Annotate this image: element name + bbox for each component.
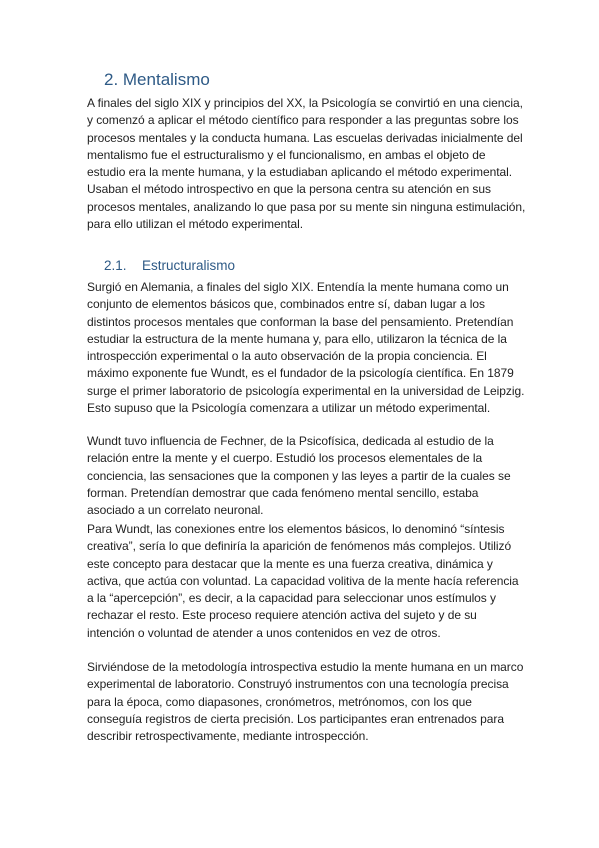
subsection-title: Estructuralismo xyxy=(142,258,236,273)
subsection-number: 2.1. xyxy=(104,258,127,273)
body-paragraph: Surgió en Alemania, a finales del siglo XIX. Entendía la mente humana como un conjunto de elementos básicos que, combinados entre sí, daban lugar a los distintos procesos mentales que conforman la base del pensamiento. Pretendían estudiar la estructura de la mente humana y, para ello, utilizaron la técnica de la introspección experimental o la auto observación de la propia conciencia. El máximo exponente fue Wundt, es el fundador de la psicología científica. En 1879 surge el primer laboratorio de psicología experimental en la universidad de Leipzig. Esto supuso que la Psicología comenzara a utilizar un método experimental. xyxy=(87,280,525,416)
intro-paragraph: A finales del siglo XIX y principios del XX, la Psicología se convirtió en una ciencia, y comenzó a aplicar el método científico para responder a las preguntas sobre los procesos mentales y la conducta humana. Las escuelas derivadas inicialmente del mentalismo fue el estructuralismo y el funcionalismo, en ambas el objeto de estudio era la mente humana, y la estudiaban aplicando el método experimental. Usaban el método introspectivo en que la persona centra su atención en sus procesos mentales, analizando lo que pasa por su mente sin ninguna estimulación, para ello utilizan el método experimental. xyxy=(87,96,526,232)
body-paragraph: Sirviéndose de la metodología introspectiva estudio la mente humana en un marco experimental de laboratorio. Construyó instrumentos con una tecnología precisa para la época, como diapasones, cronómetros, metrónomos, con los que conseguía registros de cierta precisión. Los participantes eran entrenados para describir retrospectivamente, mediante introspección. xyxy=(87,660,524,744)
body-paragraph: Para Wundt, las conexiones entre los elementos básicos, lo denominó “síntesis creativa”, sería lo que definiría la aparición de fenómenos más complejos. Utilizó este concepto para destacar que la mente es una fuerza creativa, dinámica y activa, que actúa con voluntad. La capacidad volitiva de la mente hacía referencia a la “apercepción”, es decir, a la capacidad para seleccionar unos estímulos y rechazar el resto. Este proceso requiere atención activa del sujeto y de su intención o voluntad de atender a unos contenidos en vez de otros. xyxy=(87,522,519,640)
section-heading: 2. Mentalismo xyxy=(104,70,210,89)
subsection-heading xyxy=(104,258,235,273)
body-paragraph: Wundt tuvo influencia de Fechner, de la Psicofísica, dedicada al estudio de la relación entre la mente y el cuerpo. Estudió los procesos elementales de la conciencia, las sensaciones que la componen y las leyes a partir de la cuales se forman. Pretendían demostrar que cada fenómeno mental sencillo, estaba asociado a un correlato neuronal. xyxy=(87,434,511,518)
